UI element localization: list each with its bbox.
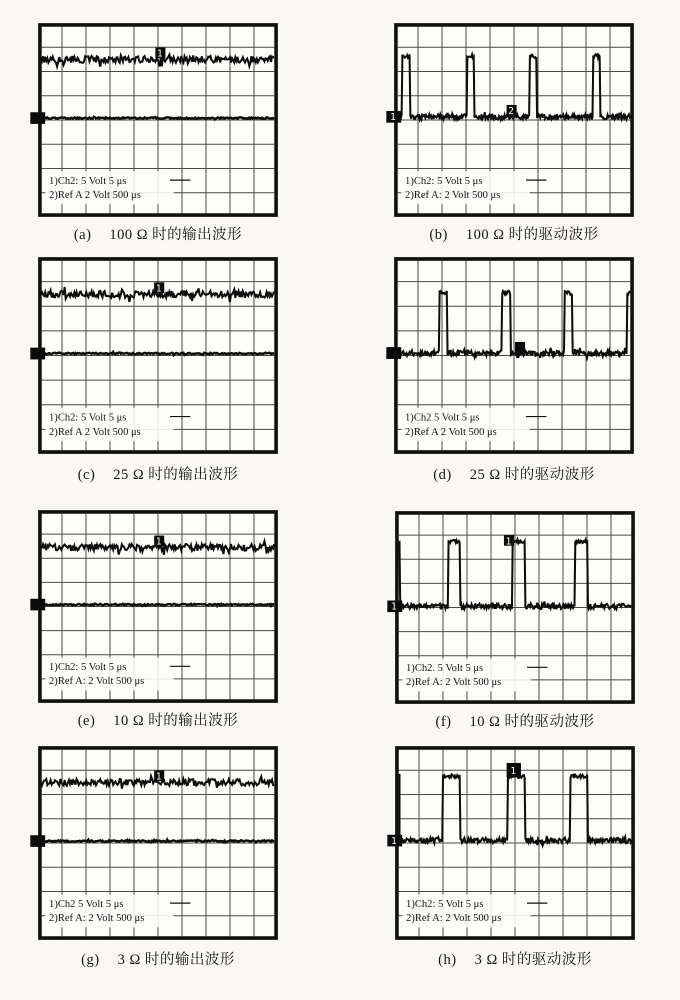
figure-panel-e [38,510,278,730]
figure-caption-text: 100 Ω 时的输出波形 [109,227,243,243]
oscilloscope-screenshot-g [38,746,278,940]
oscilloscope-screenshot-h [391,746,635,940]
scope-annotation-line2: 2)Ref A: 2 Volt 500 μs [49,676,145,688]
scope-annotation-line1: 1)Ch2: 5 Volt 5 μs [49,175,127,188]
scope-annotation-line2: 2)Ref A: 2 Volt 500 μs [49,913,145,925]
left-marker-digit: 1 [391,601,397,613]
figure-caption-text: 100 Ω 时的驱动波形 [465,227,599,243]
oscilloscope-screenshot-d [394,257,634,454]
figure-caption-label: (b) [429,227,448,243]
figure-caption [395,710,635,731]
oscilloscope-screenshot-f [391,511,635,704]
oscilloscope-screenshot-e [38,510,278,703]
scope-annotation-line1: 1)Ch2: 5 Volt 5 μs [49,662,127,674]
figure-panel-a [38,23,278,244]
figure-caption [395,948,635,969]
figure-caption-label: (e) [77,713,96,729]
figure-caption [38,223,278,244]
oscilloscope-screenshot-b [390,23,634,217]
left-channel-marker-icon [30,348,45,360]
figure-caption-text: 25 Ω 时的驱动波形 [469,467,595,483]
left-marker-digit: 1 [390,112,396,124]
scope-annotation-line2: 2)Ref A 2 Volt 500 μs [49,190,141,202]
scope-annotation-line2: 2)Ref A 2 Volt 500 μs [405,425,497,438]
scope-annotation-line1: 1)Ch2: 5 Volt 5 μs [405,175,483,188]
center-marker-digit: 1 [155,771,162,783]
center-marker-digit: 1 [155,536,162,548]
scope-annotation-line1: 1)Ch2. 5 Volt 5 μs [406,663,484,675]
center-marker-digit: 1 [157,48,163,60]
scope-annotation-line2: 2)Ref A: 2 Volt 500 μs [406,913,502,925]
figure-caption-text: 3 Ω 时的驱动波形 [474,952,592,968]
left-channel-marker-icon [30,835,45,847]
scope-annotation-line2: 2)Ref A: 2 Volt 500 μs [405,190,501,202]
center-marker-digit: 1 [155,283,162,295]
figure-caption-label: (f) [435,714,452,730]
scope-annotation-line1: 1)Ch2: 5 Volt 5 μs [406,898,484,911]
center-trigger-marker-icon [515,342,525,353]
scope-annotation-line2: 2)Ref A: 2 Volt 500 μs [406,677,502,689]
figure-caption-label: (g) [81,952,100,968]
figure-panel-b [390,23,634,244]
figure-caption-label: (a) [73,227,92,243]
figure-caption-text: 25 Ω 时的输出波形 [113,467,239,483]
figure-caption [38,948,278,969]
scope-annotation-line1: 1)Ch2 5 Volt 5 μs [49,898,124,911]
center-marker-digit: 2 [508,106,514,118]
scope-annotation-line2: 2)Ref A 2 Volt 500 μs [49,425,141,438]
center-marker-digit: 1 [505,536,512,548]
left-channel-marker-icon [30,599,45,611]
left-channel-marker-icon [386,347,401,359]
figure-caption [38,709,278,730]
figure-panel-d [394,257,634,484]
figure-panel-c [38,257,278,484]
scope-annotation-line1: 1)Ch2 5 Volt 5 μs [405,411,480,424]
figure-caption [394,223,634,244]
center-marker-digit: 1 [510,766,517,778]
waveform-trace-reference [41,604,274,606]
scope-annotation-line1: 1)Ch2: 5 Volt 5 μs [49,411,127,424]
figure-caption [38,463,278,484]
figure-caption [394,463,634,484]
left-channel-marker-icon [30,112,45,124]
figure-caption-text: 10 Ω 时的驱动波形 [469,714,595,730]
oscilloscope-screenshot-c [38,257,278,454]
left-marker-digit: 1 [391,835,397,847]
figure-caption-text: 3 Ω 时的输出波形 [117,952,235,968]
figure-caption-label: (c) [77,467,96,483]
figure-caption-text: 10 Ω 时的输出波形 [113,713,239,729]
figure-panel-g [38,746,278,969]
oscilloscope-screenshot-a [38,23,278,217]
figure-panel-f [391,511,635,731]
waveform-trace-reference [41,352,274,355]
figure-panel-h [391,746,635,969]
figure-caption-label: (d) [433,467,452,483]
waveform-trace-reference [41,840,274,843]
figure-caption-label: (h) [438,952,457,968]
